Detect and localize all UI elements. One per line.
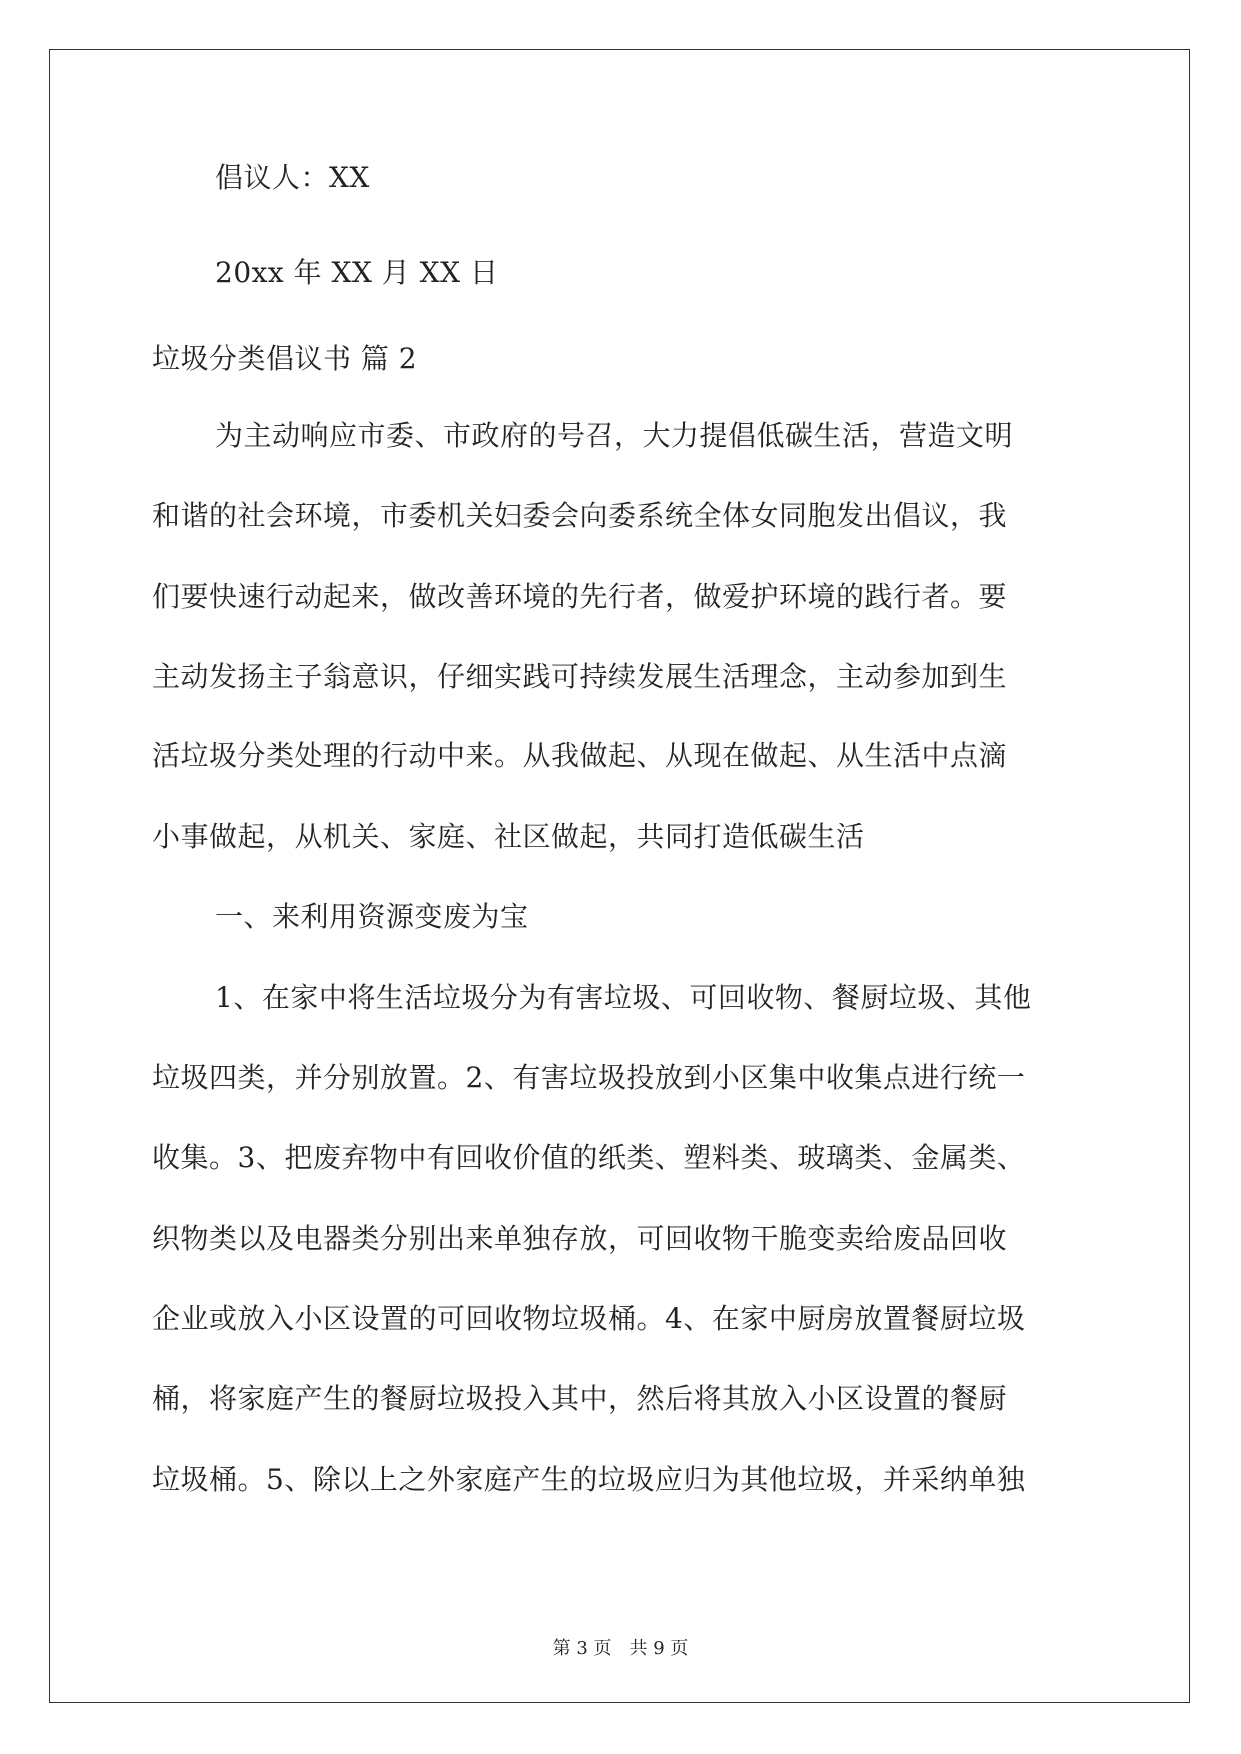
paragraph-line: 活垃圾分类处理的行动中来。从我做起、从现在做起、从生活中点滴 bbox=[152, 739, 1008, 772]
page-border bbox=[49, 49, 1190, 1703]
paragraph-line: 桶，将家庭产生的餐厨垃圾投入其中，然后将其放入小区设置的餐厨 bbox=[152, 1382, 1008, 1415]
paragraph-line: 为主动响应市委、市政府的号召，大力提倡低碳生活，营造文明 bbox=[215, 419, 1014, 452]
section-heading: 垃圾分类倡议书 篇 2 bbox=[152, 342, 418, 375]
paragraph-line: 1、在家中将生活垃圾分为有害垃圾、可回收物、餐厨垃圾、其他 bbox=[215, 981, 1032, 1014]
paragraph-line: 织物类以及电器类分别出来单独存放，可回收物干脆变卖给废品回收 bbox=[152, 1222, 1008, 1255]
paragraph-line: 们要快速行动起来，做改善环境的先行者，做爱护环境的践行者。要 bbox=[152, 580, 1008, 613]
paragraph-line: 企业或放入小区设置的可回收物垃圾桶。4、在家中厨房放置餐厨垃圾 bbox=[152, 1302, 1026, 1335]
signatory-line: 倡议人：XX bbox=[215, 161, 370, 194]
paragraph-line: 垃圾四类，并分别放置。2、有害垃圾投放到小区集中收集点进行统一 bbox=[152, 1061, 1026, 1094]
paragraph-line: 收集。3、把废弃物中有回收价值的纸类、塑料类、玻璃类、金属类、 bbox=[152, 1141, 1026, 1174]
subheading-line: 一、来利用资源变废为宝 bbox=[215, 900, 529, 933]
date-line: 20xx 年 XX 月 XX 日 bbox=[215, 256, 499, 289]
paragraph-line: 主动发扬主子翁意识，仔细实践可持续发展生活理念，主动参加到生 bbox=[152, 660, 1008, 693]
page-number-footer: 第 3 页 共 9 页 bbox=[552, 1638, 689, 1659]
paragraph-line: 垃圾桶。5、除以上之外家庭产生的垃圾应归为其他垃圾，并采纳单独 bbox=[152, 1463, 1026, 1496]
paragraph-line: 和谐的社会环境，市委机关妇委会向委系统全体女同胞发出倡议，我 bbox=[152, 499, 1008, 532]
paragraph-line: 小事做起，从机关、家庭、社区做起，共同打造低碳生活 bbox=[152, 820, 865, 853]
